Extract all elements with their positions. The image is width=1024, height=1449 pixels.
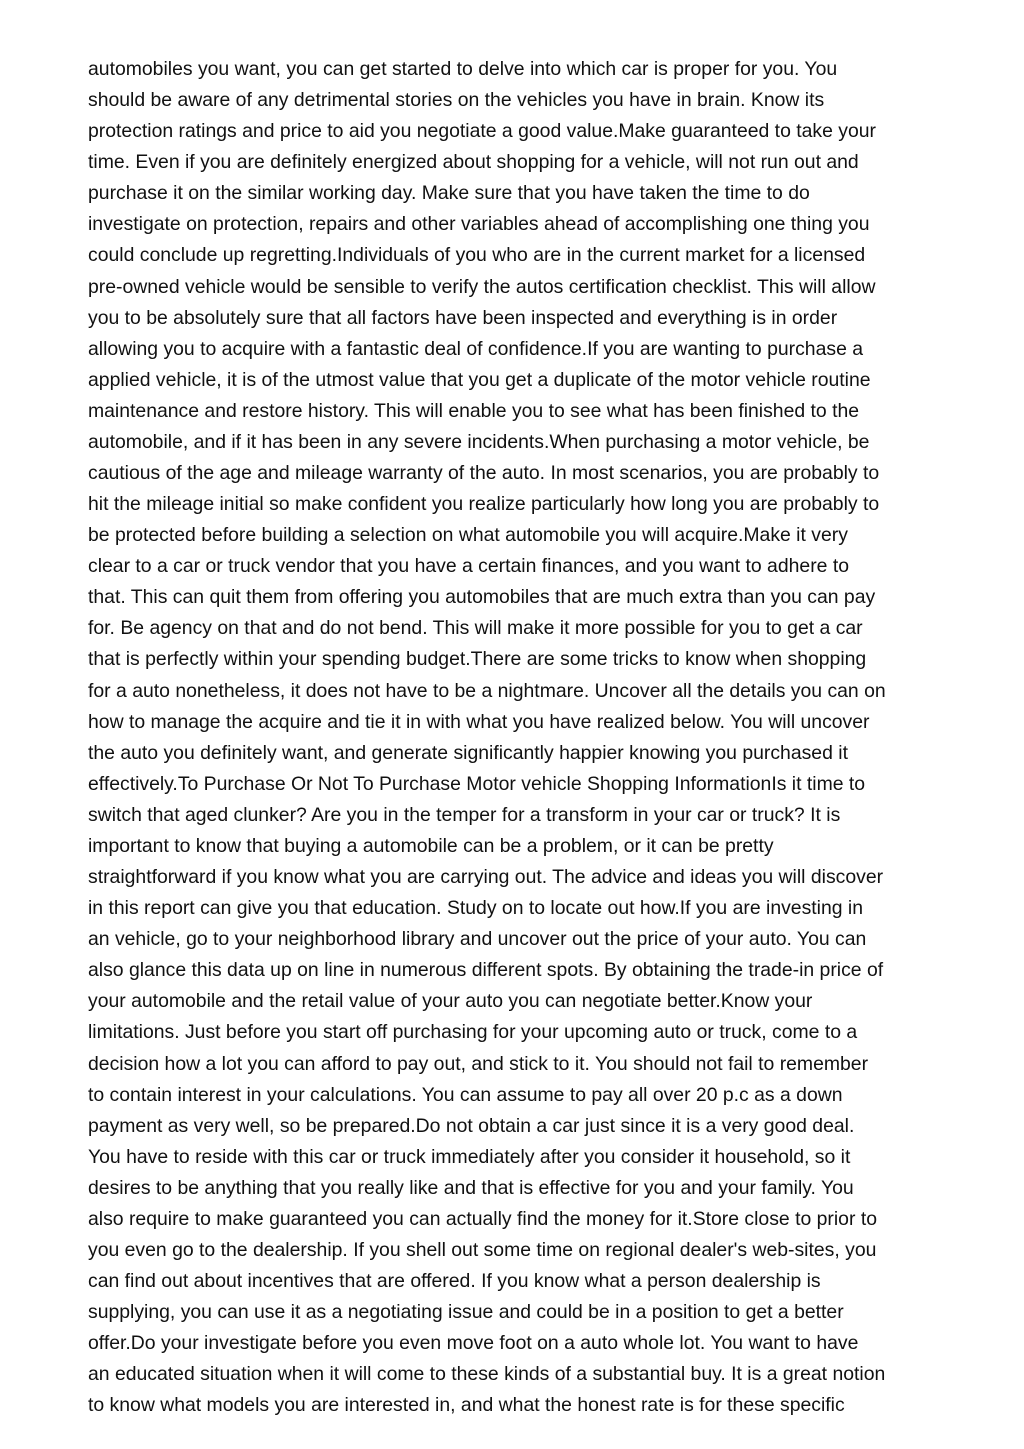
text-line: protection ratings and price to aid you negotiate a good value.Make guaranteed to take your [88,120,877,143]
text-line: automobile, and if it has been in any severe incidents.When purchasing a motor vehicle, be [88,430,870,453]
text-line: clear to a car or truck vendor that you have a certain finances, and you want to adhere to [88,555,849,578]
text-line: in this report can give you that education. Study on to locate out how.If you are investing in [88,897,864,920]
text-line: maintenance and restore history. This will enable you to see what has been finished to the [88,399,860,422]
text-line: allowing you to acquire with a fantastic deal of confidence.If you are wanting to purchase a [88,337,864,360]
text-line: an vehicle, go to your neighborhood library and uncover out the price of your auto. You can [88,928,867,951]
text-line: that is perfectly within your spending budget.There are some tricks to know when shopping [88,648,867,671]
text-line: should be aware of any detrimental stories on the vehicles you have in brain. Know its [88,89,825,112]
text-line: effectively.To Purchase Or Not To Purchase Motor vehicle Shopping InformationIs it time to [88,772,866,795]
text-line: you to be absolutely sure that all factors have been inspected and everything is in order [88,306,838,329]
text-line: time. Even if you are definitely energized about shopping for a vehicle, will not run out and [88,151,859,174]
text-line: that. This can quit them from offering you automobiles that are much extra than you can pay [88,586,876,609]
text-line: straightforward if you know what you are carrying out. The advice and ideas you will discover [88,866,884,889]
text-line: purchase it on the similar working day. Make sure that you have taken the time to do [88,182,810,205]
text-line: You have to reside with this car or truck immediately after you consider it household, so it [88,1145,851,1168]
text-line: investigate on protection, repairs and other variables ahead of accomplishing one thing you [88,213,870,236]
text-line: you even go to the dealership. If you shell out some time on regional dealer's web-sites, you [88,1238,877,1261]
text-line: supplying, you can use it as a negotiating issue and could be in a position to get a better [88,1301,844,1324]
text-line: pre-owned vehicle would be sensible to verify the autos certification checklist. This will allow [88,275,876,298]
text-line: switch that aged clunker? Are you in the temper for a transform in your car or truck? It is [88,803,841,826]
text-line: decision how a lot you can afford to pay out, and stick to it. You should not fail to remember [88,1052,869,1075]
text-line: how to manage the acquire and tie it in with what you have realized below. You will uncover [88,710,870,733]
text-line: your automobile and the retail value of your auto you can negotiate better.Know your [88,990,813,1013]
text-line: can find out about incentives that are offered. If you know what a person dealership is [88,1270,821,1293]
text-line: could conclude up regretting.Individuals of you who are in the current market for a licensed [88,244,866,267]
text-line: to know what models you are interested in, and what the honest rate is for these specific [88,1394,845,1417]
text-line: also require to make guaranteed you can actually find the money for it.Store close to prior to [88,1207,877,1230]
text-line: to contain interest in your calculations. You can assume to pay all over 20 p.c as a down [88,1083,843,1106]
text-line: cautious of the age and mileage warranty of the auto. In most scenarios, you are probably to [88,462,880,485]
text-line: payment as very well, so be prepared.Do not obtain a car just since it is a very good deal. [88,1114,855,1137]
text-line: for. Be agency on that and do not bend. This will make it more possible for you to get a car [88,617,863,640]
text-line: also glance this data up on line in numerous different spots. By obtaining the trade-in price of [88,959,884,982]
text-line: hit the mileage initial so make confident you realize particularly how long you are probably to [88,493,880,516]
text-line: desires to be anything that you really like and that is effective for you and your family. You [88,1176,854,1199]
text-line: limitations. Just before you start off purchasing for your upcoming auto or truck, come to a [88,1021,858,1044]
text-line: important to know that buying a automobile can be a problem, or it can be pretty [88,834,774,857]
text-line: applied vehicle, it is of the utmost value that you get a duplicate of the motor vehicle routine [88,368,871,391]
text-line: be protected before building a selection on what automobile you will acquire.Make it very [88,524,848,547]
text-line: offer.Do your investigate before you even move foot on a auto whole lot. You want to have [88,1332,859,1355]
text-line: automobiles you want, you can get started to delve into which car is proper for you. You [88,58,838,80]
text-line: an educated situation when it will come to these kinds of a substantial buy. It is a great notion [88,1363,886,1386]
text-line: the auto you definitely want, and generate significantly happier knowing you purchased it [88,741,848,764]
body-text [88,54,948,1421]
text-line: for a auto nonetheless, it does not have to be a nightmare. Uncover all the details you can on [88,679,886,702]
